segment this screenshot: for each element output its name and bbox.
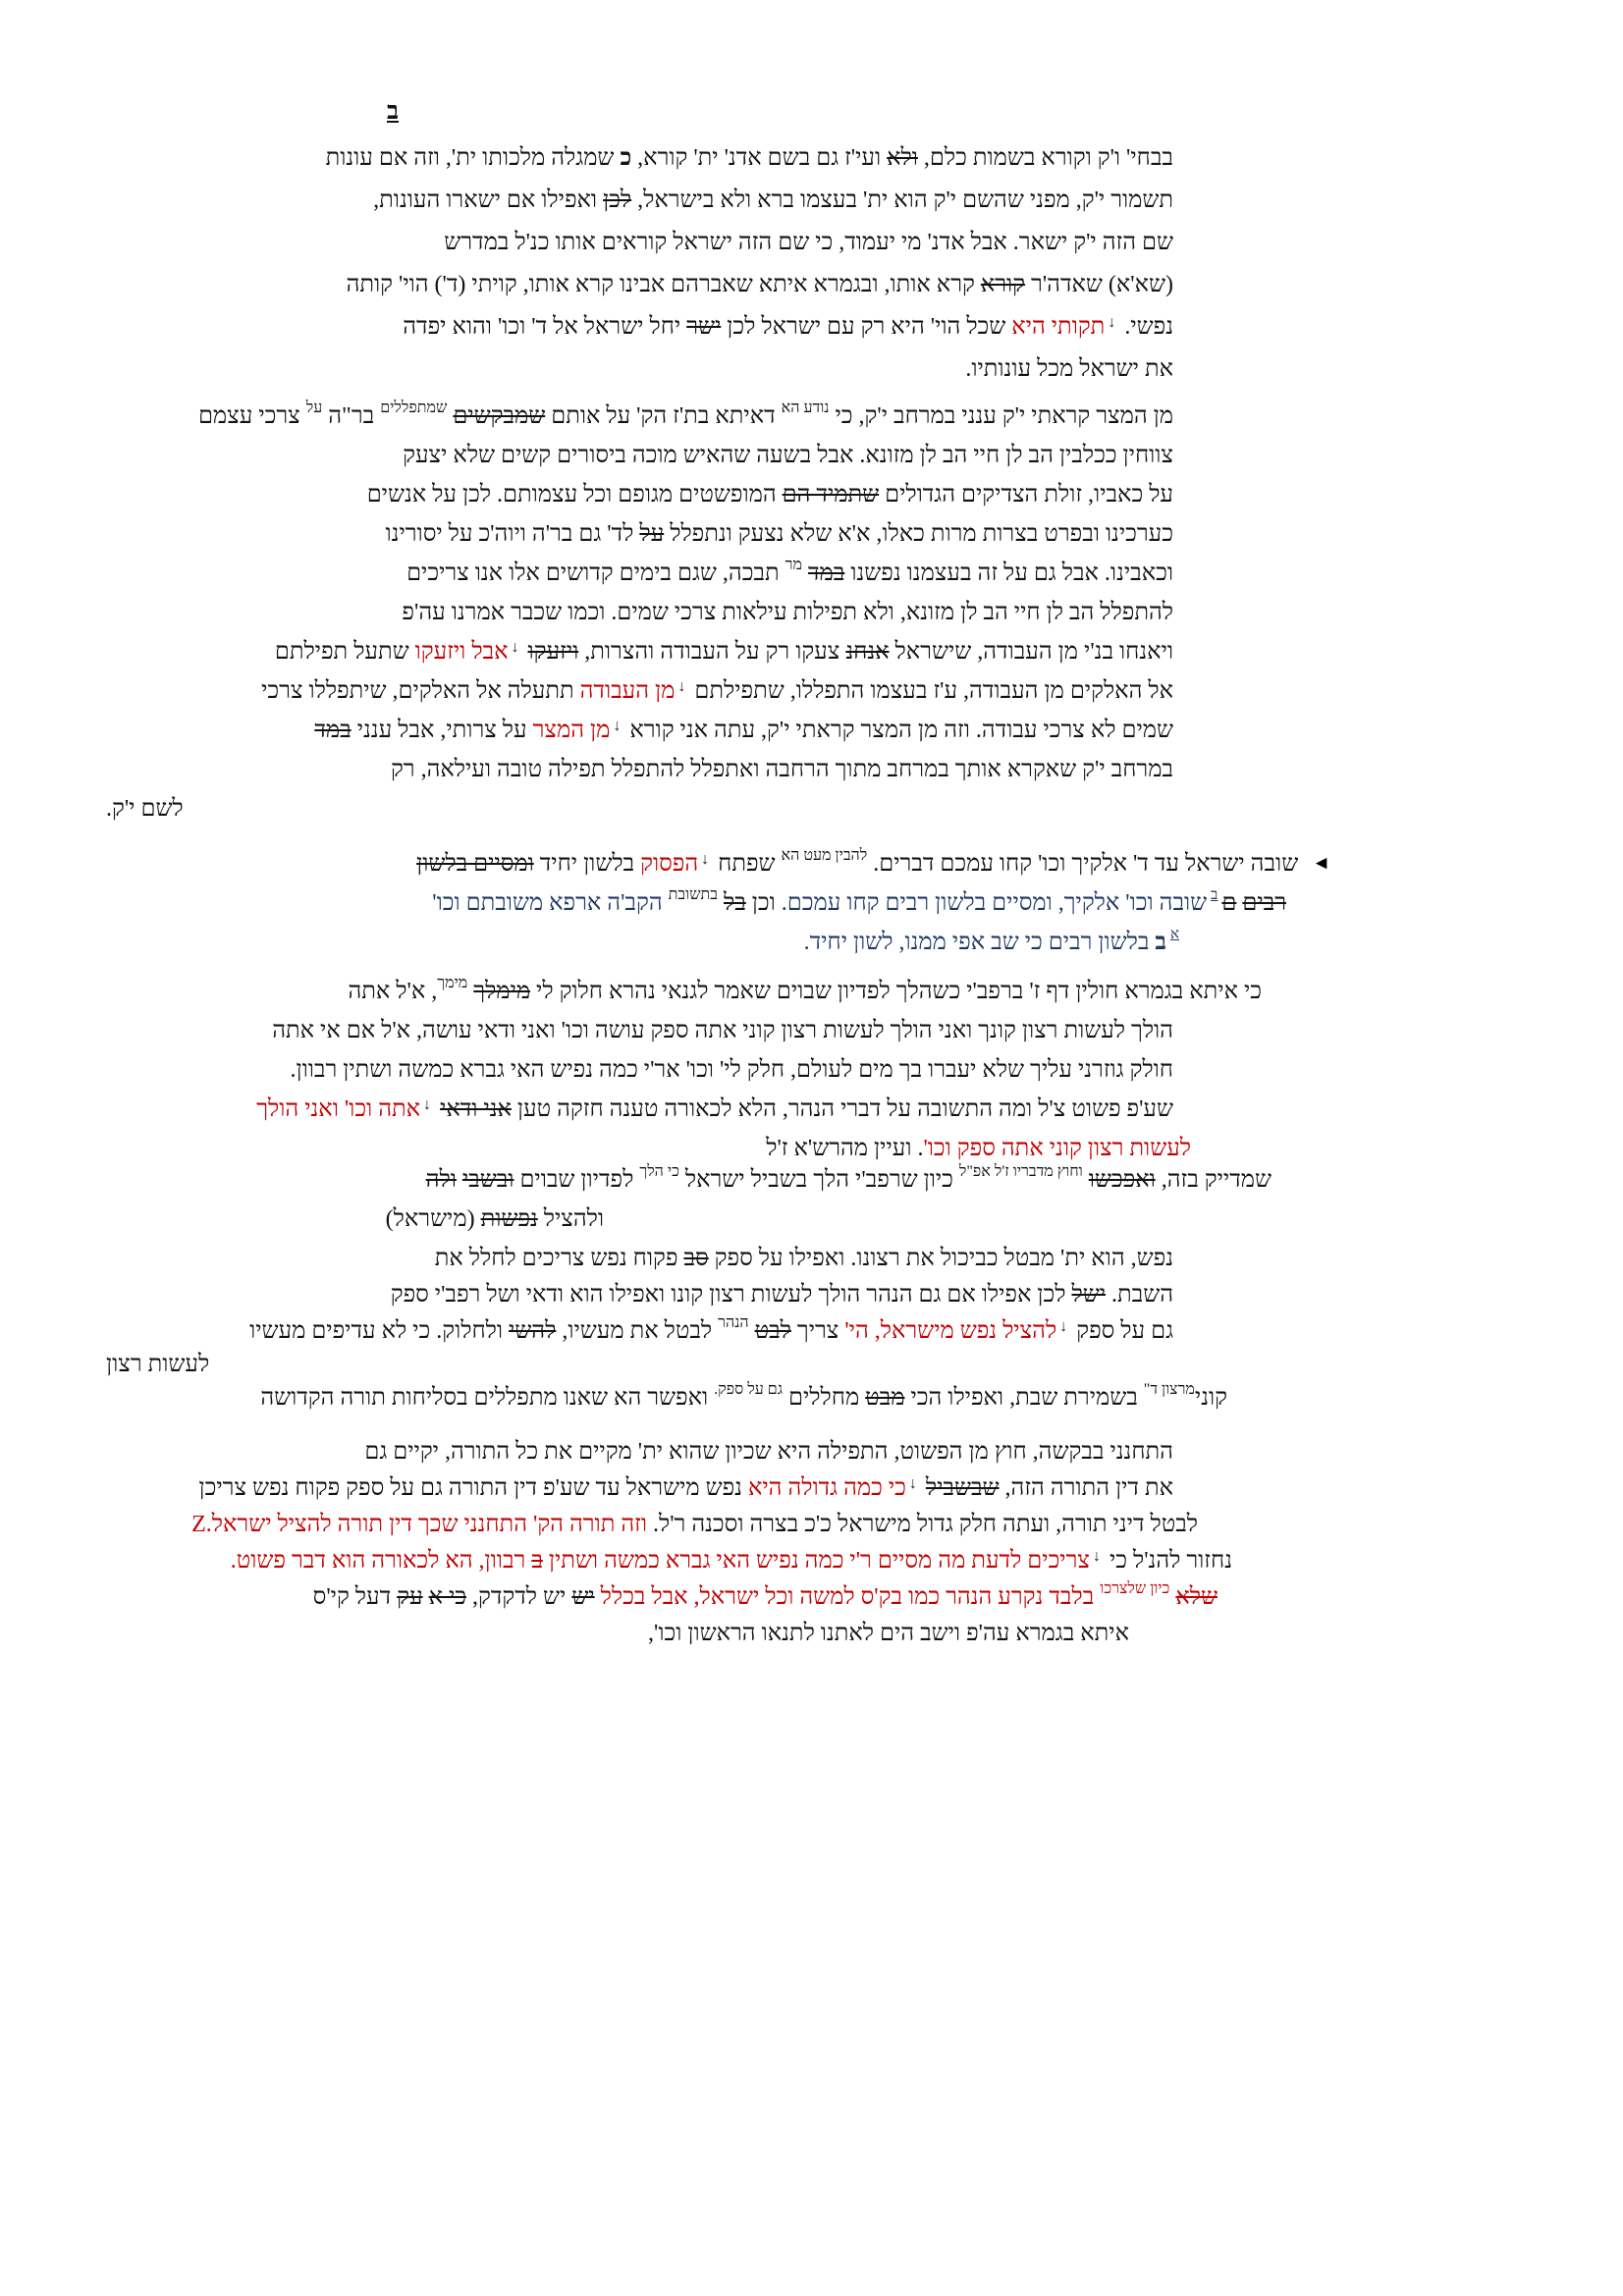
text-line — [106, 264, 1173, 306]
text-line — [106, 514, 1173, 554]
text-run: לבטל דיני תורה, ועתה חלק גדול מישראל כ'כ בצרה וסכנה ר'ל. — [646, 1512, 1198, 1537]
page-number-letter: ב — [387, 98, 400, 125]
text-line — [106, 671, 1173, 711]
text-run: (שא'א) שאדה'ר — [1025, 272, 1173, 297]
text-line — [106, 1277, 1173, 1313]
insertion-arrow-icon: ↓ — [908, 1475, 917, 1492]
struck-text: ויזעקו — [527, 639, 579, 665]
text-run: על כאביו, זולת הצדיקים הגדולים — [879, 482, 1173, 507]
text-line — [106, 1313, 1173, 1350]
struck-text: ישל — [1071, 1282, 1106, 1308]
insertion-arrow-icon: ↓ — [613, 718, 622, 734]
struck-text: כי א — [428, 1584, 467, 1610]
struck-text: ולה — [425, 1167, 457, 1193]
text-line — [106, 180, 1173, 222]
text-run: חולק גוזרני עליך שלא יעברו בך מים לעולם, חלק לי' וכו' אר'י כמה נפיש האי גברא כמשה ושתין רבוון. — [290, 1057, 1173, 1083]
superscript-insertion: מימך — [437, 975, 468, 991]
text-line — [106, 1160, 1271, 1200]
text-run: שמדייק בזה, — [1155, 1167, 1271, 1193]
text-run: ויאנחו בנ'י מן העבודה, שישראל — [889, 639, 1173, 665]
text-line — [106, 1380, 1227, 1416]
blue-citation: בלשון רבים כי שב אפי ממנו, לשון יחיד. — [803, 930, 1156, 955]
text-line — [106, 632, 1173, 671]
insertion-arrow-icon: ↓ — [1108, 314, 1116, 331]
red-annotation: להציל נפש מישראל, הי' — [844, 1318, 1057, 1344]
text-line — [106, 972, 1262, 1011]
superscript-insertion: מר — [784, 557, 802, 573]
red-annotation: לעשות רצון קוני אתה ספק וכו' — [923, 1136, 1191, 1161]
text-line — [106, 348, 1173, 391]
text-run: דעל קי'ס — [312, 1584, 398, 1610]
superscript-insertion: כי הלך — [639, 1163, 679, 1180]
text-run: איתא בגמרא עה'פ וישב הים לאתנו לתנאו הראשון וכו', — [648, 1621, 1129, 1646]
insertion-arrow-icon: ↓ — [677, 678, 686, 695]
struck-text: עק — [397, 1584, 423, 1610]
superscript-insertion: להבין מעט הא — [781, 847, 868, 864]
superscript-insertion: שמתפללים — [380, 400, 448, 416]
text-run: נפש, הוא ית' מבטל כביכול את רצונו. ואפילו על ספק — [708, 1246, 1173, 1271]
text-run: על צרותי, אבל ענני — [351, 718, 533, 743]
text-line — [106, 436, 1173, 475]
struck-text: ם — [1221, 890, 1237, 916]
struck-text: במד — [314, 718, 352, 743]
text-run: שע'פ פשוט צ'ל ומה התשובה על דברי הנהר, הלא לכאורה טענה חזקה טען — [511, 1096, 1173, 1122]
blue-citation: הקב'ה ארפא משובתם וכו' — [432, 890, 669, 916]
red-annotation: תקותי היא — [1011, 314, 1106, 340]
text-run: שמגלה מלכותו ית', וזה אם עונות — [325, 145, 621, 171]
para-gemara-chulin — [106, 972, 1262, 1168]
text-run: המופשטים מגופם וכל עצמותם. לכן על אנשים — [366, 482, 783, 507]
superscript-insertion: על — [305, 400, 323, 416]
struck-text: לבט — [754, 1318, 791, 1344]
text-line — [106, 554, 1173, 593]
struck-text: ואפכשו — [1088, 1167, 1156, 1193]
struck-text: מימלך — [473, 979, 531, 1004]
text-line — [106, 306, 1173, 348]
struck-text: על — [639, 521, 665, 547]
superscript-insertion: נודע הא — [781, 400, 830, 416]
text-run: תתעלה אל האלקים, שיתפללו צרכי — [261, 678, 580, 704]
text-run: ולהציל — [537, 1206, 604, 1232]
text-line — [106, 1350, 1173, 1380]
blue-citation: שובה וכו' אלקיך, ומסיים בלשון רבים קחו עמכם. — [781, 890, 1208, 916]
text-run: לשם י'ק. — [106, 796, 184, 822]
text-run: תשמור י'ק, מפני שהשם י'ק הוא ית' בעצמו ברא ולא בישראל, — [631, 187, 1173, 213]
superscript-insertion: גם על ספק. — [714, 1381, 784, 1398]
struck-text: אני ודאי — [440, 1096, 512, 1122]
struck-text: במד — [807, 561, 845, 586]
text-run: , א'ל אתה — [348, 979, 438, 1004]
footnote-letter: א — [1169, 927, 1179, 942]
text-line — [106, 1434, 1173, 1470]
text-run: צרכי עצמם — [197, 403, 306, 429]
red-annotation: רבוון, הא לכאורה הוא דבר פשוט. — [230, 1548, 532, 1574]
text-run: נפשי. — [1118, 314, 1173, 340]
struck-text: נפשות — [480, 1206, 538, 1232]
insertion-arrow-icon: ↓ — [1092, 1548, 1101, 1565]
text-run: ולחלוק. כי לא עדיפים מעשיו — [249, 1318, 510, 1344]
text-run: כערכינו ובפרט בצרות מרות כאלו, א'א שלא נצעק ונתפלל — [664, 521, 1173, 547]
text-run: יש לדקדק, — [466, 1584, 572, 1610]
text-run: שובה ישראל עד ד' אלקיך וכו' קחו עמכם דברים. — [867, 851, 1299, 877]
text-run: ועי'ז גם בשם אדנ' ית' קורא, — [631, 145, 888, 171]
text-line — [106, 475, 1173, 514]
text-run: את דין התורה הזה, — [999, 1475, 1173, 1501]
text-run: וכן — [745, 890, 782, 916]
text-run: דאיתא בת'ז הק' על אותם — [545, 403, 782, 429]
para-pikuach-nefesh — [106, 1241, 1232, 1652]
para-min-hametzar — [106, 397, 1173, 828]
superscript-insertion: הנהר — [718, 1314, 749, 1331]
text-run: שמים לא צרכי עבודה. וזה מן המצר קראתי י'ק, עתה אני קורא — [623, 718, 1173, 743]
text-line — [106, 137, 1173, 180]
text-line — [106, 397, 1173, 436]
text-run: שכל הוי' היא רק עם ישראל לכן — [721, 314, 1012, 340]
text-run: במרחב י'ק שאקרא אותך במרחב מתוך הרחבה ואתפלל להתפלל תפילה טובה ועילאה, רק — [390, 757, 1173, 782]
superscript-insertion: מרצון ד" — [1143, 1381, 1195, 1398]
text-run: את ישראל מכל עונותיו. — [965, 356, 1173, 382]
blue-citation: ב — [1155, 930, 1166, 955]
text-run: צעקו רק על העבודה והצרות, — [578, 639, 846, 665]
insertion-arrow-icon: ↓ — [423, 1096, 432, 1113]
text-run: לכן אפילו אם גם הנהר הולך לעשות רצון קונו ואפילו הוא ודאי ושל רפב'י ספק — [390, 1282, 1072, 1308]
bold-text: כ — [620, 145, 632, 171]
struck-text: קורא — [980, 272, 1026, 297]
text-line — [106, 593, 1173, 632]
text-line — [106, 750, 1173, 789]
text-run: גם על ספק — [1070, 1318, 1173, 1344]
struck-text: להשי — [509, 1318, 557, 1344]
text-run: יחל ישראל אל ד' וכו' והוא יפדה — [403, 314, 687, 340]
text-run: לבטל את מעשיו, — [556, 1318, 719, 1344]
text-run: קוני — [1194, 1385, 1227, 1411]
text-run: (מישראל) — [385, 1206, 481, 1232]
text-run: וכאבינו. אבל גם על זה בעצמנו נפשנו — [844, 561, 1173, 586]
struck-text-red: שלא — [1175, 1584, 1217, 1610]
text-run: בר"ה — [322, 403, 381, 429]
text-run: התחנני בבקשה, חוץ מן הפשוט, התפילה היא שכיון שהוא ית' מקיים את כל התורה, יקיים גם — [364, 1439, 1173, 1465]
superscript-insertion: בתשובת — [668, 886, 718, 903]
red-annotation: בלבד נקרע הנהר כמו בק'ס למשה וכל ישראל, אבל בכלל — [594, 1584, 1095, 1610]
red-annotation: כי כמה גדולה היא — [747, 1475, 906, 1501]
text-run: נחזור להנ'ל כי — [1103, 1548, 1232, 1574]
text-run: ואפשר הא שאנו מתפללים בסליחות תורה הקדושה — [260, 1385, 715, 1411]
struck-text: מבט — [865, 1385, 905, 1411]
struck-text: יש — [571, 1584, 595, 1610]
struck-text: בל — [724, 890, 746, 916]
text-line — [106, 1241, 1173, 1277]
footnote-letter: ב — [1211, 887, 1218, 903]
superscript-insertion: וחוץ מדבריו ז'ל אפ"ל — [958, 1163, 1083, 1180]
struck-text: רבים — [1242, 890, 1286, 916]
text-run: כיון שרפב'י הלך בשביל ישראל — [678, 1167, 959, 1193]
text-run: פקוח נפש צריכים לחלל את — [434, 1246, 684, 1271]
red-annotation: אבל ויזעקו — [414, 639, 509, 665]
text-run: שם הזה י'ק ישאר. אבל אדנ' מי יעמוד, כי שם הזה ישראל קוראים אותו כנ'ל במדרש — [444, 230, 1173, 255]
text-line — [106, 1050, 1173, 1090]
insertion-arrow-icon: ↓ — [511, 639, 519, 656]
text-line — [106, 711, 1173, 750]
insertion-arrow-icon: ↓ — [701, 851, 710, 868]
section-marker-icon: ◄ — [1312, 853, 1330, 874]
struck-text: ומסיים בלשון — [416, 851, 534, 877]
red-annotation: הפסוק — [640, 851, 699, 877]
text-line — [106, 844, 1330, 883]
text-line — [106, 1543, 1232, 1579]
text-run: תבכה, שגם בימים קדושים אלו אנו צריכים — [406, 561, 785, 586]
para-divine-names — [106, 137, 1173, 391]
text-line — [106, 222, 1173, 264]
text-run: כי איתא בגמרא חולין דף ז' ברפב'י כשהלך לפדיון שבוים שאמר לגנאי נהרא חלוק לי — [530, 979, 1262, 1004]
struck-text: סב — [683, 1246, 709, 1271]
text-line — [106, 1507, 1198, 1543]
text-run: מחללים — [783, 1385, 866, 1411]
text-run: הולך לעשות רצון קונך ואני הולך לעשות רצון קוני אתה ספק עושה וכו' ואני ודאי עושה, א'ל אם אי אתה — [272, 1018, 1173, 1043]
text-run: לעשות רצון — [106, 1352, 210, 1377]
text-run: השבת. — [1106, 1282, 1173, 1308]
red-annotation: וזה תורה הק' התחנני שכך דין תורה להציל ישראל. — [205, 1512, 647, 1537]
text-line — [106, 1200, 604, 1239]
insertion-arrow-icon: ↓ — [1059, 1318, 1068, 1335]
text-line — [106, 1090, 1173, 1129]
superscript-insertion-red: כיון שלצרכו — [1100, 1580, 1170, 1597]
red-annotation: צריכים לדעת מה מסיים ר'י כמה נפיש האי גברא כמשה ושתין — [542, 1548, 1090, 1574]
struck-text: לכן — [603, 187, 632, 213]
red-annotation: מן המצר — [532, 718, 611, 743]
text-run: צריך — [790, 1318, 845, 1344]
text-run: קרא אותו, ובגמרא איתא שאברהם אבינו קרא אותו, קויתי (ד') הוי' קותה — [346, 272, 981, 297]
struck-text: ולא — [887, 145, 918, 171]
text-line — [106, 1579, 1217, 1616]
document-body — [106, 137, 1330, 1652]
text-run: שתעל תפילתם — [274, 639, 415, 665]
struck-text: שתמיד הם — [782, 482, 880, 507]
text-line — [106, 1470, 1173, 1507]
text-line — [106, 923, 1183, 962]
text-line — [106, 789, 1173, 828]
struck-text: שמבקשים — [453, 403, 546, 429]
text-run: בלשון יחיד — [533, 851, 641, 877]
text-run: צווחין ככלבין הב לן חיי הב לן מזונא. אבל בשעה שהאיש מוכה ביסורים קשים שלא יצעק — [403, 443, 1173, 468]
text-run: לפדיון שבוים — [514, 1167, 640, 1193]
struck-text: שבשביל — [925, 1475, 1000, 1501]
struck-text: ובשבי — [461, 1167, 514, 1193]
text-line — [106, 1616, 1129, 1652]
text-run: בבחי' ו'ק וקורא בשמות כלם, — [917, 145, 1173, 171]
text-run: להתפלל הב לן חיי הב לן מזונא, ולא תפילות עילאות צרכי שמים. וכמו שכבר אמרנו עה'פ — [402, 600, 1173, 625]
text-run: לד' גם בר'ה ויוה'כ על יסורינו — [385, 521, 640, 547]
text-line — [106, 883, 1286, 923]
text-line — [106, 1011, 1173, 1050]
red-annotation: מן העבודה — [579, 678, 676, 704]
text-run: בשמירת שבת, ואפילו הכי — [904, 1385, 1144, 1411]
text-run: שפתח — [712, 851, 782, 877]
text-run: מן המצר קראתי י'ק ענני במרחב י'ק, כי — [829, 403, 1173, 429]
struck-text: ישר — [686, 314, 722, 340]
red-annotation: Z — [191, 1512, 206, 1537]
struck-text-red: ב — [531, 1548, 543, 1574]
red-annotation: אתה וכו' ואני הולך — [256, 1096, 421, 1122]
struck-text: אנחנ — [845, 639, 890, 665]
text-run: אל האלקים מן העבודה, ע'ז בעצמו התפללו, שתפילתם — [688, 678, 1173, 704]
text-run: . ועיין מהרש'א ז'ל — [766, 1136, 924, 1161]
para-medayek — [106, 1160, 1271, 1239]
text-run: ואפילו אם ישארו העונות, — [373, 187, 604, 213]
text-run: נפש מישראל עד שע'פ דין התורה גם על ספק פקוח נפש צריכן — [198, 1475, 748, 1501]
para-shuva-yisrael — [106, 844, 1330, 962]
